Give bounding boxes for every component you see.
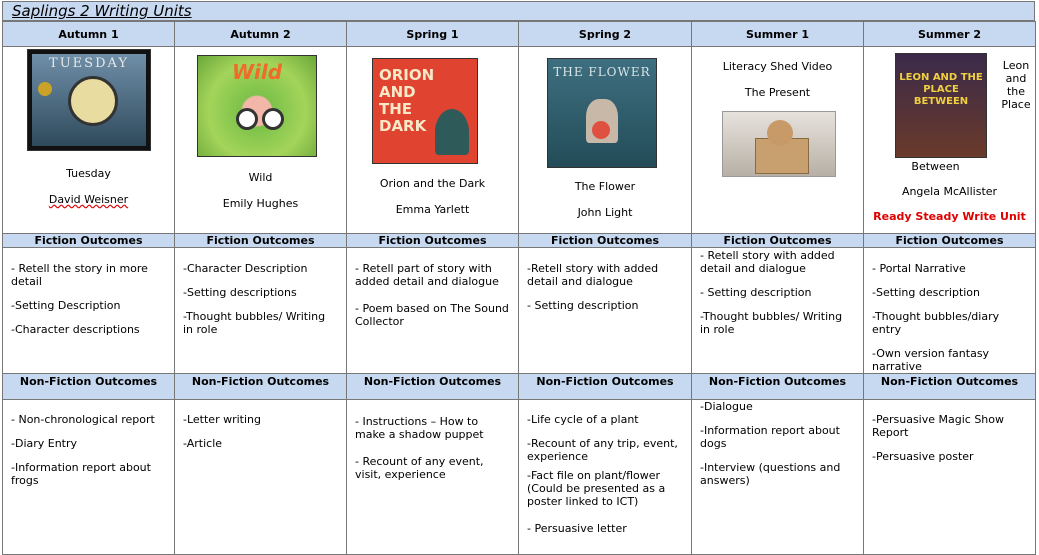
book-title: Wild xyxy=(248,171,273,184)
outcome-list xyxy=(692,248,863,336)
outcome-item: -Own version fantasy narrative xyxy=(872,347,990,373)
outcome-item: - Setting description xyxy=(700,286,812,299)
book-title-part2: Between xyxy=(911,160,960,173)
books-row xyxy=(3,47,1036,234)
book-cover-tuesday xyxy=(27,49,151,151)
term-header-row xyxy=(3,22,1036,47)
book-author: Emma Yarlett xyxy=(395,203,470,216)
outcome-item: -Character Description xyxy=(183,262,308,275)
outcome-item: -Persuasive Magic Show Report xyxy=(872,413,1004,439)
book-cover-orion xyxy=(372,58,478,164)
outcome-item: - Retell story with added detail and dialogue xyxy=(700,249,835,275)
outcome-list xyxy=(519,248,691,312)
term-header: Spring 1 xyxy=(347,22,519,47)
term-header: Autumn 2 xyxy=(175,22,347,47)
book-author: John Light xyxy=(577,206,633,219)
nonfiction-header: Non-Fiction Outcomes xyxy=(347,374,519,400)
cover-title: ORION AND THE DARK xyxy=(379,66,435,135)
fiction-header: Fiction Outcomes xyxy=(347,234,519,248)
book-cell-spring-2 xyxy=(519,47,692,234)
outcome-item: -Life cycle of a plant xyxy=(527,413,639,426)
outcome-list xyxy=(864,400,1035,463)
book-author: David Weisner xyxy=(48,193,129,206)
fiction-header: Fiction Outcomes xyxy=(519,234,692,248)
book-cell-autumn-1 xyxy=(3,47,175,234)
outcome-item: -Interview (questions and answers) xyxy=(700,461,841,487)
cover-title: TUESDAY xyxy=(49,56,129,71)
clock-icon xyxy=(68,76,118,126)
outcome-item: - Recount of any event, visit, experience xyxy=(355,455,484,481)
book-cover-leon xyxy=(895,53,987,158)
nonfiction-header: Non-Fiction Outcomes xyxy=(864,374,1036,400)
outcome-item: - Poem based on The Sound Collector xyxy=(355,302,509,328)
unit-note: Ready Steady Write Unit xyxy=(873,210,1026,223)
book-cover-the-flower xyxy=(547,58,657,168)
nonfiction-header: Non-Fiction Outcomes xyxy=(175,374,347,400)
book-cell-summer-1 xyxy=(692,47,864,234)
outcome-item: -Recount of any trip, event, experience xyxy=(527,437,678,463)
video-still-the-present xyxy=(722,111,836,177)
outcome-item: -Diary Entry xyxy=(11,437,78,450)
cover-title: Wild xyxy=(231,60,283,84)
term-header: Spring 2 xyxy=(519,22,692,47)
outcome-item: -Information report about dogs xyxy=(700,424,840,450)
book-title-part1: Leon and the Place xyxy=(1001,59,1031,111)
outcome-item: - Retell part of story with added detail and dialogue xyxy=(355,262,499,288)
outcome-item: -Setting descriptions xyxy=(183,286,297,299)
outcome-item: - Non-chronological report xyxy=(11,413,155,426)
video-subtitle: The Present xyxy=(744,86,811,99)
nonfiction-header-row xyxy=(3,374,1036,400)
outcome-item: -Retell story with added detail and dialogue xyxy=(527,262,659,288)
fiction-header: Fiction Outcomes xyxy=(3,234,175,248)
book-cell-spring-1 xyxy=(347,47,519,234)
fiction-header: Fiction Outcomes xyxy=(175,234,347,248)
outcome-list xyxy=(347,400,518,481)
video-title: Literacy Shed Video xyxy=(722,60,833,73)
document-title-bar xyxy=(2,1,1035,21)
outcome-item: -Setting Description xyxy=(11,299,121,312)
fiction-outcomes-row xyxy=(3,248,1036,374)
fiction-header: Fiction Outcomes xyxy=(864,234,1036,248)
term-header: Summer 2 xyxy=(864,22,1036,47)
outcome-item: - Setting description xyxy=(527,299,639,312)
nonfiction-header: Non-Fiction Outcomes xyxy=(3,374,175,400)
outcome-item: - Instructions – How to make a shadow puppet xyxy=(355,415,484,441)
outcome-item: -Setting description xyxy=(872,286,981,299)
outcome-item: - Portal Narrative xyxy=(872,262,966,275)
nonfiction-header: Non-Fiction Outcomes xyxy=(692,374,864,400)
outcome-item: -Thought bubbles/ Writing in role xyxy=(700,310,843,336)
nonfiction-outcomes-row xyxy=(3,400,1036,555)
outcome-item: -Thought bubbles/diary entry xyxy=(872,310,1000,336)
outcome-item: -Thought bubbles/ Writing in role xyxy=(183,310,326,336)
outcome-item: -Letter writing xyxy=(183,413,261,426)
term-header: Summer 1 xyxy=(692,22,864,47)
book-cell-summer-2 xyxy=(864,47,1036,234)
outcome-list xyxy=(864,248,1035,373)
book-cover-wild xyxy=(197,55,317,157)
book-cell-autumn-2 xyxy=(175,47,347,234)
outcome-list xyxy=(3,400,174,487)
nonfiction-header: Non-Fiction Outcomes xyxy=(519,374,692,400)
fiction-header-row xyxy=(3,234,1036,248)
term-header: Autumn 1 xyxy=(3,22,175,47)
document-title: Saplings 2 Writing Units xyxy=(12,2,192,20)
outcome-list xyxy=(175,248,346,336)
outcome-item: - Persuasive letter xyxy=(527,522,627,535)
outcome-list xyxy=(3,248,174,336)
outcome-list xyxy=(347,248,518,328)
outcome-list xyxy=(175,400,346,450)
outcome-item: -Fact file on plant/flower (Could be presented as a poster linked to ICT) xyxy=(527,469,666,508)
outcome-item: - Retell the story in more detail xyxy=(11,262,148,288)
book-title: Tuesday xyxy=(66,167,111,180)
outcome-item: -Information report about frogs xyxy=(11,461,151,487)
fiction-header: Fiction Outcomes xyxy=(692,234,864,248)
outcome-item: -Persuasive poster xyxy=(872,450,974,463)
dog-icon xyxy=(767,120,793,146)
book-title: Orion and the Dark xyxy=(379,177,486,190)
outcome-item: -Article xyxy=(183,437,223,450)
book-author: Angela McAllister xyxy=(901,185,998,198)
cover-title: THE FLOWER xyxy=(553,65,651,79)
book-author: Emily Hughes xyxy=(222,197,299,210)
outcome-item: -Dialogue xyxy=(700,400,753,413)
outcome-list xyxy=(692,400,863,487)
outcome-item: -Character descriptions xyxy=(11,323,140,336)
outcome-list xyxy=(519,400,691,535)
cover-title: LEON AND THE PLACE BETWEEN xyxy=(899,72,983,107)
book-title: The Flower xyxy=(574,180,636,193)
writing-units-table xyxy=(2,21,1036,555)
